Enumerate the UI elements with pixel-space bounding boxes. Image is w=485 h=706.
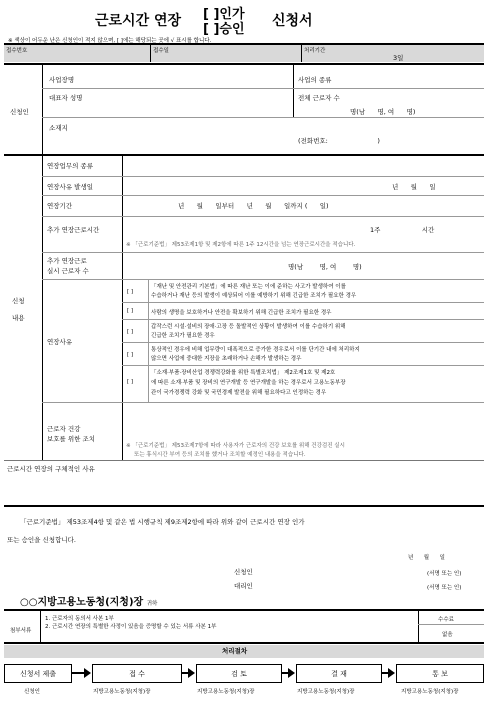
receipt-number-label: 접수번호 (6, 48, 28, 54)
step-actor-2: 지방고용노동청(지청)장 (93, 689, 151, 695)
reason-check-3[interactable]: [ ] (127, 329, 134, 335)
reason-check-1[interactable]: [ ] (127, 289, 134, 295)
receipt-row (4, 45, 484, 62)
extra-hours-note: ※ 「근로기준법」 제53조제1항 및 제2항에 따른 1주 12시간을 넘는 연장근로시간을 적습니다. (126, 242, 356, 248)
attachments-list: 1. 근로자의 동의서 사본 1부 2. 근로시간 연장의 특별한 사정이 있음을 증명할 수 있는 서류 사본 1부 (45, 616, 217, 630)
occur-date-field[interactable]: 년 월 일 (392, 183, 436, 191)
reason-check-4[interactable]: [ ] (127, 352, 134, 358)
arrow-2-head (188, 668, 195, 678)
title-left: 근로시간 연장 (95, 13, 182, 29)
details-section-label-2: 내용 (12, 314, 25, 322)
step-actor-1: 신청인 (24, 689, 40, 695)
reason-text-1: 「재난 및 안전관리 기본법」에 따른 재난 또는 이에 준하는 사고가 발생하여 이를 수습하거나 재난 등의 발생이 예상되어 이를 예방하기 위해 긴급한 조치가 필요한 경우 (151, 284, 357, 299)
health-note: ※ 「근로기준법」 제53조제7항에 따라 사용자가 근로자의 건강 보호를 위해 건강검진 실시 또는 휴식시간 부여 등의 조치를 했거나 조치할 예정인 내용을 적습니다. (126, 443, 345, 458)
arrow-3 (281, 672, 288, 674)
specific-reason-label: 근로시간 연장의 구체적인 사유 (7, 465, 95, 473)
procedure-title: 처리절차 (222, 647, 248, 655)
title-option-permission[interactable]: [ ]승인 (203, 22, 245, 37)
agent-signer-label: 대리인 (234, 582, 253, 590)
fee-label: 수수료 (438, 617, 454, 623)
arrow-4-head (388, 668, 395, 678)
reason-check-2[interactable]: [ ] (127, 308, 134, 314)
period-field[interactable]: 년 월 일부터 년 월 일까지 ( 일) (178, 202, 329, 210)
declaration-line-1: 「근로기준법」 제53조제4항 및 같은 법 시행규칙 제9조제2항에 따라 위와 같이 근로시간 연장 인가 (20, 518, 305, 526)
reason-text-4: 통상적인 경우에 비해 업무량이 대폭적으로 증가한 경우로서 이를 단기간 내에 처리하지 않으면 사업에 중대한 지장을 초래하거나 손해가 발생하는 경우 (151, 347, 360, 362)
work-type-label: 연장업무의 종류 (47, 162, 94, 170)
step-actor-4: 지방고용노동청(지청)장 (297, 689, 355, 695)
arrow-4 (381, 672, 388, 674)
step-box-submit: 신청서 제출 (4, 664, 72, 683)
step-box-review: 검 토 (196, 664, 282, 683)
form-title (95, 10, 181, 30)
representative-name-label: 대표자 성명 (49, 94, 83, 102)
address-label: 소재지 (49, 124, 68, 132)
receipt-date-label: 접수일 (153, 48, 169, 54)
form-note: ※ 색상이 어두운 난은 신청인이 적지 않으며, [ ]에는 해당되는 곳에 √ 표시를 합니다. (8, 38, 212, 44)
recipient: ○○지방고용노동청(지청)장 귀하 (20, 597, 158, 608)
details-section-label-1: 신청 (12, 297, 25, 305)
extra-workers-label-1: 추가 연장근로 (47, 257, 87, 265)
fee-value: 없음 (442, 632, 453, 638)
step-actor-3: 지방고용노동청(지청)장 (197, 689, 255, 695)
health-label-2: 보호를 위한 조치 (47, 435, 96, 443)
business-type-label: 사업의 종류 (298, 76, 332, 84)
processing-period-label: 처리기간 (304, 48, 326, 54)
declaration-line-2: 또는 승인을 신청합니다. (7, 536, 76, 544)
applicant-section-label: 신청인 (10, 108, 29, 116)
reason-text-5: 「소재·부품·장비산업 경쟁력강화를 위한 특별조치법」 제2조제1호 및 제2호 에 따른 소재·부품 및 장비의 연구개발 등 연구개발을 하는 경우로서 고용노동부장 관이 국가경쟁력 강화 및 국민경제 발전을 위해 필요하다고 인정하는 경우 (151, 370, 346, 396)
step-box-receipt: 접 수 (92, 664, 182, 683)
total-workers-field[interactable]: 명(남 명, 여 명) (350, 108, 416, 116)
applicant-signer-label: 신청인 (234, 568, 253, 576)
arrow-2 (181, 672, 188, 674)
arrow-1 (71, 672, 84, 674)
reason-label: 연장사유 (47, 338, 73, 346)
arrow-1-head (84, 668, 91, 678)
step-actor-5: 지방고용노동청(지청)장 (401, 689, 459, 695)
reason-text-3: 갑작스런 시설·설비의 장애·고장 등 돌발적인 상황이 발생하여 이를 수습하기 위해 긴급한 조치가 필요한 경우 (151, 324, 346, 339)
step-box-approval: 결 재 (296, 664, 382, 683)
extra-workers-label-2: 실시 근로자 수 (47, 267, 89, 275)
title-right: 신청서 (272, 13, 313, 29)
applicant-sign-field[interactable]: (서명 또는 인) (427, 571, 462, 577)
business-name-label: 사업장명 (49, 76, 75, 84)
extra-hours-label: 추가 연장근로시간 (47, 226, 100, 234)
agent-sign-field[interactable]: (서명 또는 인) (427, 585, 462, 591)
reason-text-2: 사람의 생명을 보호하거나 안전을 확보하기 위해 긴급한 조치가 필요한 경우 (151, 310, 332, 316)
reason-check-5[interactable]: [ ] (127, 379, 134, 385)
period-label: 연장기간 (47, 202, 73, 210)
total-workers-label: 전체 근로자 수 (298, 94, 340, 102)
arrow-3-head (288, 668, 295, 678)
declaration-date[interactable]: 년 월 일 (408, 555, 445, 561)
health-label-1: 근로자 건강 (47, 425, 81, 433)
occur-date-label: 연장사유 발생일 (47, 183, 94, 191)
phone-field[interactable]: (전화번호: ) (298, 137, 380, 145)
title-option-approval[interactable]: [ ]인가 (203, 7, 245, 22)
extra-workers-field[interactable]: 명(남 명, 여 명) (288, 263, 362, 271)
extra-hours-field[interactable]: 1주 시간 (370, 226, 435, 234)
processing-period-value: 3일 (393, 54, 404, 62)
step-box-notify: 통 보 (396, 664, 484, 683)
attachments-label: 첨부서류 (10, 628, 32, 634)
